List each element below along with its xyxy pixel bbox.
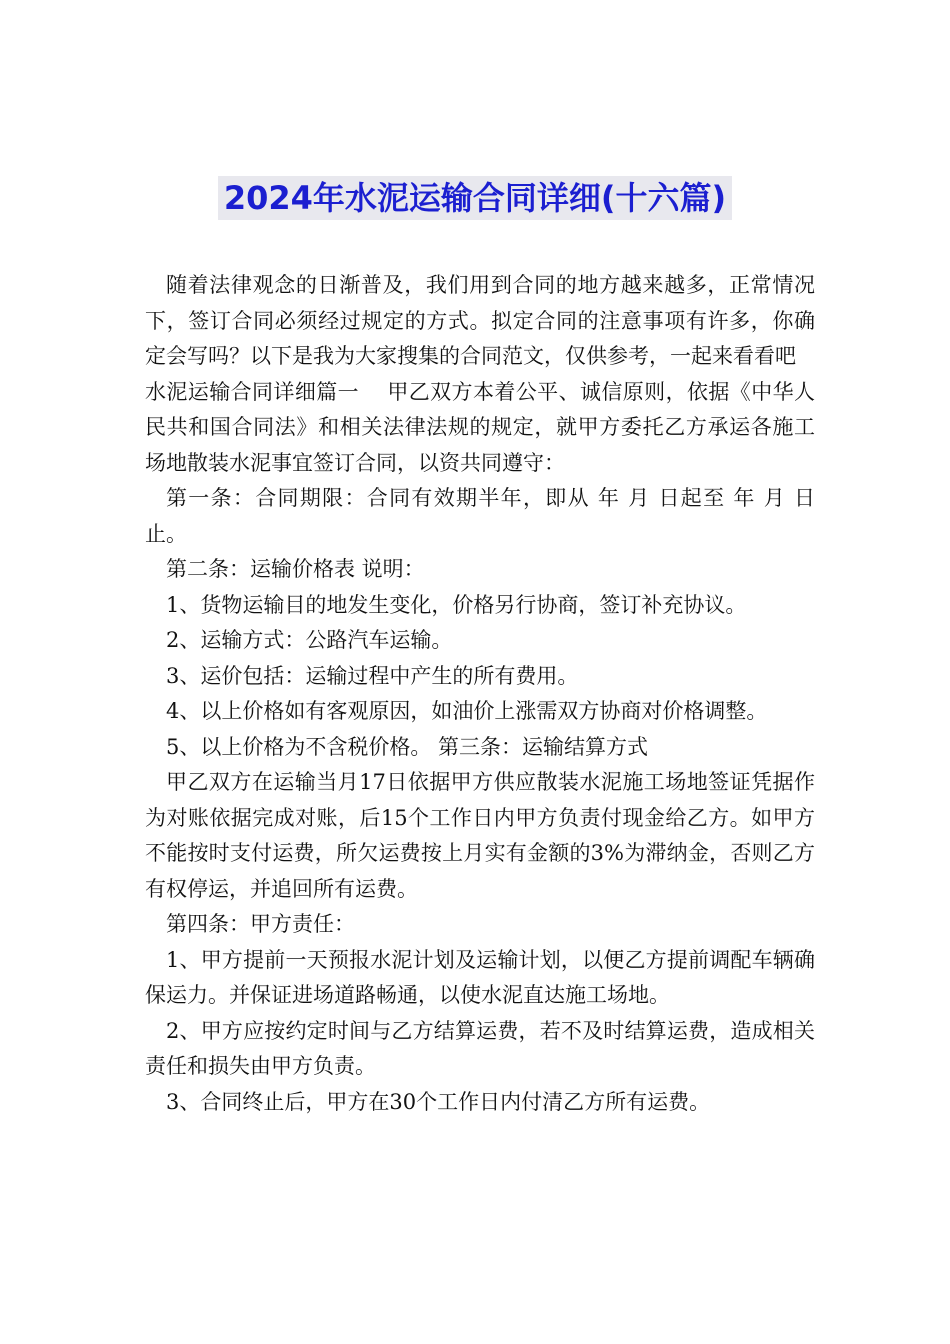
price-note-3: 3、运价包括：运输过程中产生的所有费用。 <box>166 663 579 688</box>
article-two-heading: 第二条：运输价格表 说明： <box>166 557 425 581</box>
article-four-heading: 第四条：甲方责任： <box>166 912 355 936</box>
price-note-4: 4、以上价格如有客观原因，如油价上涨需双方协商对价格调整。 <box>166 699 768 723</box>
party-a-duty-2: 2、甲方应按约定时间与乙方结算运费，若不及时结算运费，造成相关责任和损失由甲方负责。 <box>145 1018 815 1078</box>
document-body <box>145 268 815 1120</box>
document-title: 2024年水泥运输合同详细(十六篇) <box>218 176 732 220</box>
intro-paragraph: 随着法律观念的日渐普及，我们用到合同的地方越来越多，正常情况下，签订合同必须经过规定的方式。拟定合同的注意事项有许多，你确定会写吗？以下是我为大家搜集的合同范文，仅供参考，一起来看看吧 <box>145 273 815 368</box>
price-note-5-and-article-three-heading: 5、以上价格为不含税价格。 第三条：运输结算方式 <box>166 734 649 759</box>
price-note-2: 2、运输方式：公路汽车运输。 <box>166 628 453 652</box>
section-one-paragraph: 水泥运输合同详细篇一 甲乙双方本着公平、诚信原则，依据《中华人民共和国合同法》和相关法律法规的规定，就甲方委托乙方承运各施工场地散装水泥事宜签订合同，以资共同遵守： <box>145 379 815 475</box>
price-note-1: 1、货物运输目的地发生变化，价格另行协商，签订补充协议。 <box>166 592 747 617</box>
title-container <box>0 176 950 220</box>
party-a-duty-3: 3、合同终止后，甲方在30个工作日内付清乙方所有运费。 <box>166 1089 711 1114</box>
article-three-settlement: 甲乙双方在运输当月17日依据甲方供应散装水泥施工场地签证凭据作为对账依据完成对账，后15个工作日内甲方负责付现金给乙方。如甲方不能按时支付运费，所欠运费按上月实有金额的3%为滞纳金，否则乙方有权停运，并追回所有运费。 <box>145 770 815 901</box>
party-a-duty-1: 1、甲方提前一天预报水泥计划及运输计划，以便乙方提前调配车辆确保运力。并保证进场道路畅通，以使水泥直达施工场地。 <box>145 947 815 1007</box>
article-one-term: 第一条：合同期限：合同有效期半年，即从 年 月 日起至 年 月 日止。 <box>145 486 815 546</box>
